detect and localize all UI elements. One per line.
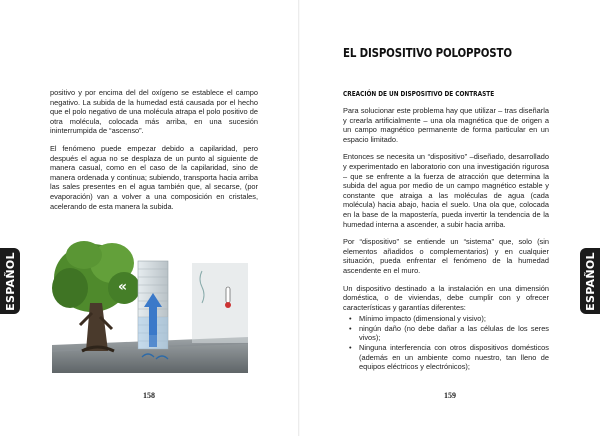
requirements-list (343, 314, 549, 372)
wall-dampness-illustration (52, 233, 248, 373)
list-item: • ningún daño (no debe dañar a las células de los seres vivos); (353, 324, 549, 343)
left-paragraph-2: El fenómeno puede empezar debido a capilaridad, pero después el agua no se desplaza de un punto al siguiente de manera casual, como en el caso de la capilaridad, sino de manera ordenada y continua; subiendo, transporta hacia arriba las sales presentes en el agua también que, al secarse, (por evaporación) van a volver a una composición en cristales, acelerando de esta manera la subida. (50, 143, 258, 211)
right-paragraph-4: Un dispositivo destinado a la instalación en una dimensión doméstica, o de viviendas, debe cumplir con y ofrecer características y garantías diferentes: (343, 283, 549, 312)
list-item: • Mínimo impacto (dimensional y visivo); (353, 314, 549, 324)
left-paragraph-1: positivo y por encima del del oxígeno se establece el campo negativo. La subida de la humedad está causada por el hecho que el polo negativo de una molécula atrapa el polo positivo de otra molécula, colocada más arriba, en una sucesión ininterrumpida de “ascenso”. (50, 88, 258, 136)
svg-text:«: « (118, 301, 128, 317)
language-tab-right (580, 248, 600, 314)
right-paragraph-3: Por “dispositivo” se entiende un “sistema” que, solo (sin elementos añadidos o complementarios) y en cualquier situación, pueda enfrentar el fenómeno de la humedad ascendente en el muro. (343, 237, 549, 275)
page-number-left: 158 (143, 391, 155, 400)
language-tab-label: ESPAÑOL (3, 251, 17, 311)
list-item: • Ninguna interferencia con otros dispositivos domésticos (además en un ambiente como nuestro, tan lleno de equipos eléctricos y electrónicos); (353, 343, 549, 372)
thermometer-icon (225, 287, 231, 308)
right-paragraph-2: Entonces se necesita un “dispositivo” –diseñado, desarrollado y experimentado en laboratorio con una investigación rigurosa – que se enfrente a la fuerza de atracción que determina la subida del agua por medio de un campo magnético estable y constante que atraiga a las moléculas de agua (cada molécula) hacia abajo, hacia el suelo. Una ola que, colocada en la base de la mapostería, pueda invertir la tendencia de la humedad interna a ascender, a subir hacia arriba. (343, 152, 549, 229)
svg-text:«: « (118, 279, 128, 295)
language-tab-label: ESPAÑOL (583, 251, 597, 311)
right-paragraph-1: Para solucionar este problema hay que utilizar – tras diseñarla y crearla artificialmente – una ola magnética que de origen a un campo magnético permanente de forma particular en un espacio limitado. (343, 106, 549, 144)
right-body-text (343, 106, 549, 372)
page-number-right: 159 (444, 391, 456, 400)
svg-text:»: » (174, 279, 184, 295)
left-body-text (50, 88, 258, 219)
section-subtitle: CREACIÓN DE UN DISPOSITIVO DE CONTRASTE (343, 90, 495, 98)
svg-text:»: » (174, 301, 184, 317)
section-title: EL DISPOSITIVO POLOPPOSTO (343, 45, 512, 60)
language-tab-left (0, 248, 20, 314)
